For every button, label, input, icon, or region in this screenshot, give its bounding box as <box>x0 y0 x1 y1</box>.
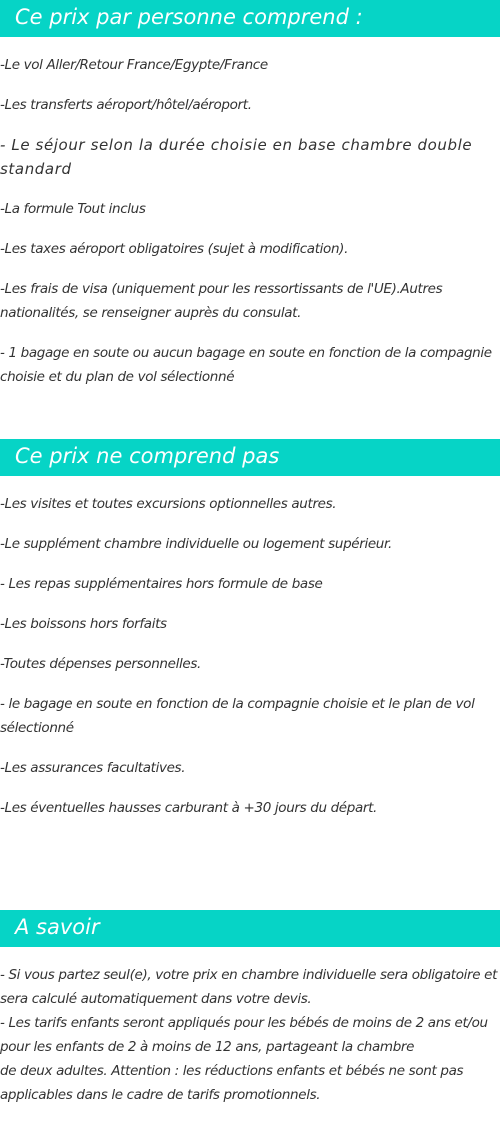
list-item: -Les visites et toutes excursions optionnelles autres. <box>0 496 337 512</box>
section-title: Ce prix par personne comprend : <box>15 5 363 29</box>
section-header-good-to-know <box>0 910 500 947</box>
list-item: -Les éventuelles hausses carburant à +30 jours du départ. <box>0 800 377 816</box>
section-title: Ce prix ne comprend pas <box>15 444 280 468</box>
list-item: -Les transferts aéroport/hôtel/aéroport. <box>0 97 252 113</box>
list-item: -Toutes dépenses personnelles. <box>0 656 201 672</box>
list-item: -La formule Tout inclus <box>0 201 146 217</box>
list-item: - Les repas supplémentaires hors formule de base <box>0 576 323 592</box>
section-header-not-included <box>0 439 500 476</box>
list-item: -Le vol Aller/Retour France/Egypte/France <box>0 57 268 73</box>
section-header-included <box>0 0 500 37</box>
list-item: - le bagage en soute en fonction de la compagnie choisie et le plan de vol sélectionné <box>0 696 475 736</box>
section-title: A savoir <box>15 915 100 939</box>
list-item: de deux adultes. Attention : les réductions enfants et bébés ne sont pas applicables dans le cadre de tarifs promotionnels. <box>0 1063 464 1103</box>
list-item: -Le supplément chambre individuelle ou logement supérieur. <box>0 536 392 552</box>
list-item: - Les tarifs enfants seront appliqués pour les bébés de moins de 2 ans et/ou pour les enfants de 2 à moins de 12 ans, partageant la chambre <box>0 1015 488 1055</box>
list-item: -Les boissons hors forfaits <box>0 616 167 632</box>
list-item: -Les assurances facultatives. <box>0 760 186 776</box>
list-item: - 1 bagage en soute ou aucun bagage en soute en fonction de la compagnie choisie et du plan de vol sélectionné <box>0 345 492 385</box>
list-item: -Les taxes aéroport obligatoires (sujet à modification). <box>0 241 349 257</box>
list-item: - Le séjour selon la durée choisie en base chambre double standard <box>0 136 473 178</box>
list-item: -Les frais de visa (uniquement pour les ressortissants de l'UE).Autres nationalités, se renseigner auprès du consulat. <box>0 281 443 321</box>
list-item: - Si vous partez seul(e), votre prix en chambre individuelle sera obligatoire et sera calculé automatiquement dans votre devis. <box>0 967 498 1007</box>
